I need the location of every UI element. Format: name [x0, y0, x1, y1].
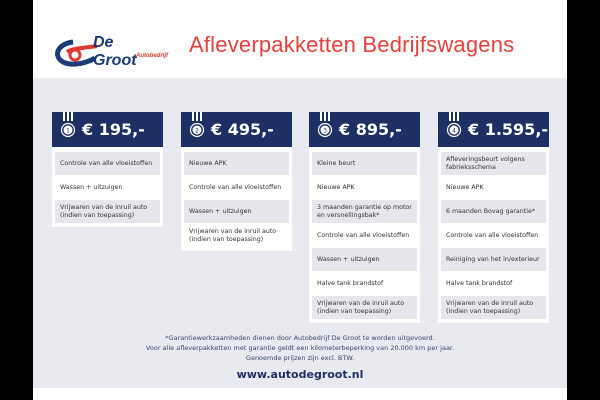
package-item: Controle van alle vloeistoffen	[55, 152, 160, 175]
footnote: *Garantiewerkzaamheden dienen door Autobedrijf De Groot te worden uitgevoerd.	[165, 334, 435, 342]
package-card	[438, 112, 549, 323]
package-item: Controle van alle vloeistoffen	[446, 231, 539, 239]
package-item: 3 maanden garantie op motor en versnellingsbak*	[312, 200, 417, 223]
medal-icon	[446, 112, 462, 142]
package-item: Wassen + uitzuigen	[184, 200, 289, 223]
footnote: Voor alle afleverpakketten met garantie geldt een kilometerbeperking van 20.000 km per jaar.	[145, 344, 455, 352]
package-item: Wassen + uitzuigen	[60, 183, 123, 191]
package-item: Vrijwaren van de inruil auto (indien van toepassing)	[312, 296, 417, 319]
logo-subtitle: Autobedrijf	[136, 53, 168, 59]
package-header	[52, 112, 163, 147]
header	[33, 0, 567, 78]
package-item: Kleine beurt	[312, 152, 417, 175]
package-header	[438, 112, 549, 147]
package-item: Wassen + uitzuigen	[312, 248, 417, 271]
medal-icon	[317, 112, 333, 142]
package-item: Halve tank brandstof	[317, 279, 384, 287]
logo	[51, 30, 168, 70]
website-link[interactable]: www.autodegroot.nl	[236, 368, 364, 381]
package-item: Vrijwaren van de inruil auto (indien van toepassing)	[55, 200, 160, 223]
package-price: € 895,-	[339, 120, 402, 139]
package-item: Vrijwaren van de inruil auto (indien van toepassing)	[189, 227, 277, 243]
package-item: Reiniging van het in/exterieur	[441, 248, 546, 271]
package-item: Halve tank brandstof	[446, 279, 513, 287]
package-item: Afleveringsbeurt volgens fabrieksschema	[441, 152, 546, 175]
medal-icon	[189, 112, 205, 142]
package-item: 6 maanden Bovag garantie*	[441, 200, 546, 223]
svg-text:2: 2	[195, 127, 199, 135]
package-price: € 195,-	[82, 120, 145, 139]
package-item: Nieuwe APK	[184, 152, 289, 175]
package-item: Vrijwaren van de inruil auto (indien van toepassing)	[441, 296, 546, 319]
package-header	[181, 112, 292, 147]
footnote: Genoemde prijzen zijn excl. BTW.	[245, 354, 355, 362]
package-item: Controle van alle vloeistoffen	[189, 183, 282, 191]
package-header	[309, 112, 420, 147]
package-price: € 495,-	[211, 120, 274, 139]
package-item: Nieuwe APK	[446, 183, 484, 191]
logo-name: De Groot	[93, 34, 137, 69]
package-item: Controle van alle vloeistoffen	[317, 231, 410, 239]
package-card	[52, 112, 163, 227]
package-price: € 1.595,-	[468, 120, 549, 139]
svg-text:4: 4	[452, 127, 456, 135]
package-item: Nieuwe APK	[317, 183, 355, 191]
svg-text:3: 3	[323, 127, 327, 135]
package-card	[309, 112, 420, 323]
page	[33, 0, 567, 400]
page-title: Afleverpakketten Bedrijfswagens	[189, 32, 515, 57]
medal-icon	[60, 112, 76, 142]
svg-text:1: 1	[66, 127, 70, 135]
package-card	[181, 112, 292, 251]
